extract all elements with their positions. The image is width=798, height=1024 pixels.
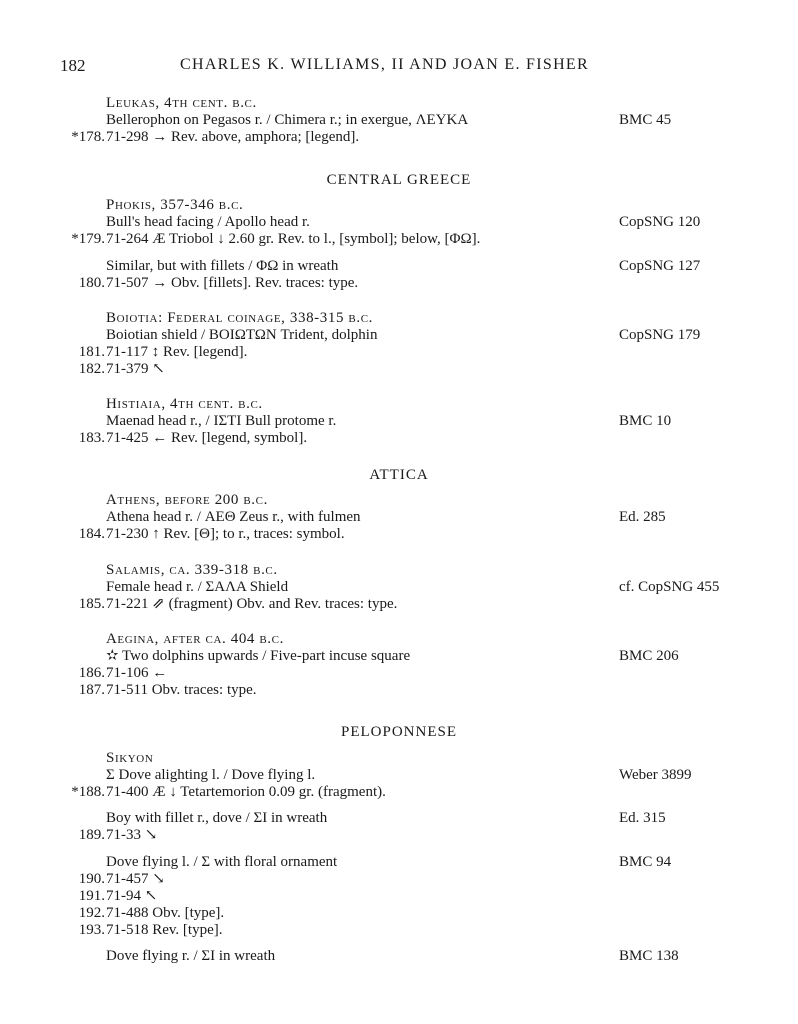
catalog-heading-line — [0, 561, 798, 579]
entry-text: ✫ Two dolphins upwards / Five-part incuse square — [106, 648, 411, 664]
catalog-line — [0, 111, 798, 129]
entry-number: *188. — [71, 784, 105, 800]
entry-number: 187. — [78, 682, 105, 698]
entry-text: Maenad head r., / ΙΣΤΙ Bull protome r. — [106, 413, 337, 429]
entry-text: Boiotian shield / ΒΟΙΩΤΩΝ Trident, dolphin — [106, 327, 378, 343]
entry-text: Bellerophon on Pegasos r. / Chimera r.; in exergue, ΛΕΥΚΑ — [106, 112, 469, 128]
entry-text: 71-117 ↕ Rev. [legend]. — [106, 344, 248, 360]
entry-number: 190. — [78, 871, 105, 887]
mint-heading: Sikyon — [106, 750, 154, 766]
mint-heading: Athens, before 200 b.c. — [106, 492, 268, 508]
catalog-line — [0, 360, 798, 378]
catalog-line — [0, 525, 798, 543]
running-title: CHARLES K. WILLIAMS, II AND JOAN E. FISHER — [180, 56, 589, 73]
reference-citation: CopSNG 179 — [619, 327, 701, 343]
page-header — [60, 56, 760, 80]
entry-number: 183. — [78, 430, 105, 446]
entry-text: 71-400 Æ ↓ Tetartemorion 0.09 gr. (fragment). — [106, 784, 386, 800]
section-heading-attica: ATTICA — [369, 467, 429, 483]
entry-number: 184. — [78, 526, 105, 542]
catalog-line — [0, 947, 798, 965]
catalog-line — [0, 887, 798, 905]
catalog-line — [0, 766, 798, 784]
reference-citation: CopSNG 127 — [619, 258, 701, 274]
entry-text: 71-457 ↘ — [106, 871, 165, 887]
entry-number: 186. — [78, 665, 105, 681]
catalog-line — [0, 412, 798, 430]
catalog-heading-line — [0, 309, 798, 327]
catalog-line — [0, 343, 798, 361]
catalog-line — [0, 664, 798, 682]
catalog-line — [0, 647, 798, 665]
reference-citation: cf. CopSNG 455 — [619, 579, 720, 595]
entry-text: 71-221 ⇗ (fragment) Obv. and Rev. traces: type. — [106, 596, 398, 612]
mint-heading: Histiaia, 4th cent. b.c. — [106, 396, 263, 412]
catalog-line — [0, 578, 798, 596]
entry-text: Athena head r. / ΑΕΘ Zeus r., with fulmen — [106, 509, 361, 525]
page-number: 182 — [60, 56, 86, 75]
entry-text: 71-511 Obv. traces: type. — [106, 682, 257, 698]
entry-number: 182. — [78, 361, 105, 377]
catalog-line — [0, 595, 798, 613]
entry-number: 192. — [78, 905, 105, 921]
section-heading-peloponnese: PELOPONNESE — [340, 724, 457, 740]
entry-text: 71-94 ↖ — [106, 888, 158, 904]
entry-number: 189. — [78, 827, 105, 843]
catalog-line — [0, 870, 798, 888]
entry-text: 71-298 → Rev. above, amphora; [legend]. — [106, 129, 360, 145]
entry-text: 71-264 Æ Triobol ↓ 2.60 gr. Rev. to l., [symbol]; below, [ΦΩ]. — [106, 231, 481, 247]
catalog-line — [0, 508, 798, 526]
reference-citation: BMC 10 — [619, 413, 672, 429]
entry-number: 193. — [78, 922, 105, 938]
entry-number: *178. — [71, 129, 105, 145]
reference-citation: BMC 45 — [619, 112, 672, 128]
catalog-line — [0, 257, 798, 275]
section-heading-central-greece: CENTRAL GREECE — [326, 172, 472, 188]
catalog-line — [0, 274, 798, 292]
reference-citation: BMC 138 — [619, 948, 679, 964]
mint-heading: Phokis, 357-346 b.c. — [106, 197, 244, 213]
reference-citation: BMC 94 — [619, 854, 672, 870]
entry-text: Similar, but with fillets / ΦΩ in wreath — [106, 258, 339, 274]
catalog-line — [0, 826, 798, 844]
entry-text: 71-379 ↖ — [106, 361, 165, 377]
entry-number: 185. — [78, 596, 105, 612]
entry-text: Female head r. / ΣΑΛΑ Shield — [106, 579, 289, 595]
entry-number: 181. — [78, 344, 105, 360]
entry-text: 71-518 Rev. [type]. — [106, 922, 223, 938]
catalog-heading-line — [0, 630, 798, 648]
entry-number: *179. — [71, 231, 105, 247]
entry-text: 71-488 Obv. [type]. — [106, 905, 225, 921]
entry-text: 71-33 ↘ — [106, 827, 158, 843]
entry-number: 191. — [78, 888, 105, 904]
mint-heading: Boiotia: Federal coinage, 338-315 b.c. — [106, 310, 373, 326]
entry-text: Boy with fillet r., dove / ΣΙ in wreath — [106, 810, 328, 826]
entry-text: 71-507 → Obv. [fillets]. Rev. traces: type. — [106, 275, 359, 291]
catalog-line — [0, 921, 798, 939]
entry-text: 71-425 ← Rev. [legend, symbol]. — [106, 430, 308, 446]
catalog-line — [0, 809, 798, 827]
reference-citation: Ed. 315 — [619, 810, 666, 826]
mint-heading: Aegina, after ca. 404 b.c. — [106, 631, 284, 647]
catalog-line — [0, 128, 798, 146]
entry-text: Bull's head facing / Apollo head r. — [106, 214, 310, 230]
entry-text: 71-230 ↑ Rev. [Θ]; to r., traces: symbol. — [106, 526, 345, 542]
catalog-heading-line — [0, 94, 798, 112]
catalog-line — [0, 681, 798, 699]
catalog-line — [0, 230, 798, 248]
entry-text: 71-106 ← — [106, 665, 168, 681]
entry-text: Dove flying r. / ΣΙ in wreath — [106, 948, 276, 964]
catalog-heading-line — [0, 196, 798, 214]
entry-number: 180. — [78, 275, 105, 291]
catalog-heading-line — [0, 491, 798, 509]
mint-heading: Leukas, 4th cent. b.c. — [106, 95, 257, 111]
catalog-line — [0, 213, 798, 231]
catalog-line — [0, 904, 798, 922]
reference-citation: Ed. 285 — [619, 509, 666, 525]
catalog-line — [0, 429, 798, 447]
catalog-heading-line — [0, 749, 798, 767]
reference-citation: BMC 206 — [619, 648, 679, 664]
catalog-line — [0, 853, 798, 871]
catalog-heading-line — [0, 395, 798, 413]
mint-heading: Salamis, ca. 339-318 b.c. — [106, 562, 278, 578]
entry-text: Σ Dove alighting l. / Dove flying l. — [106, 767, 316, 783]
catalog-line — [0, 326, 798, 344]
reference-citation: CopSNG 120 — [619, 214, 701, 230]
reference-citation: Weber 3899 — [619, 767, 692, 783]
entry-text: Dove flying l. / Σ with floral ornament — [106, 854, 338, 870]
catalog-line — [0, 783, 798, 801]
